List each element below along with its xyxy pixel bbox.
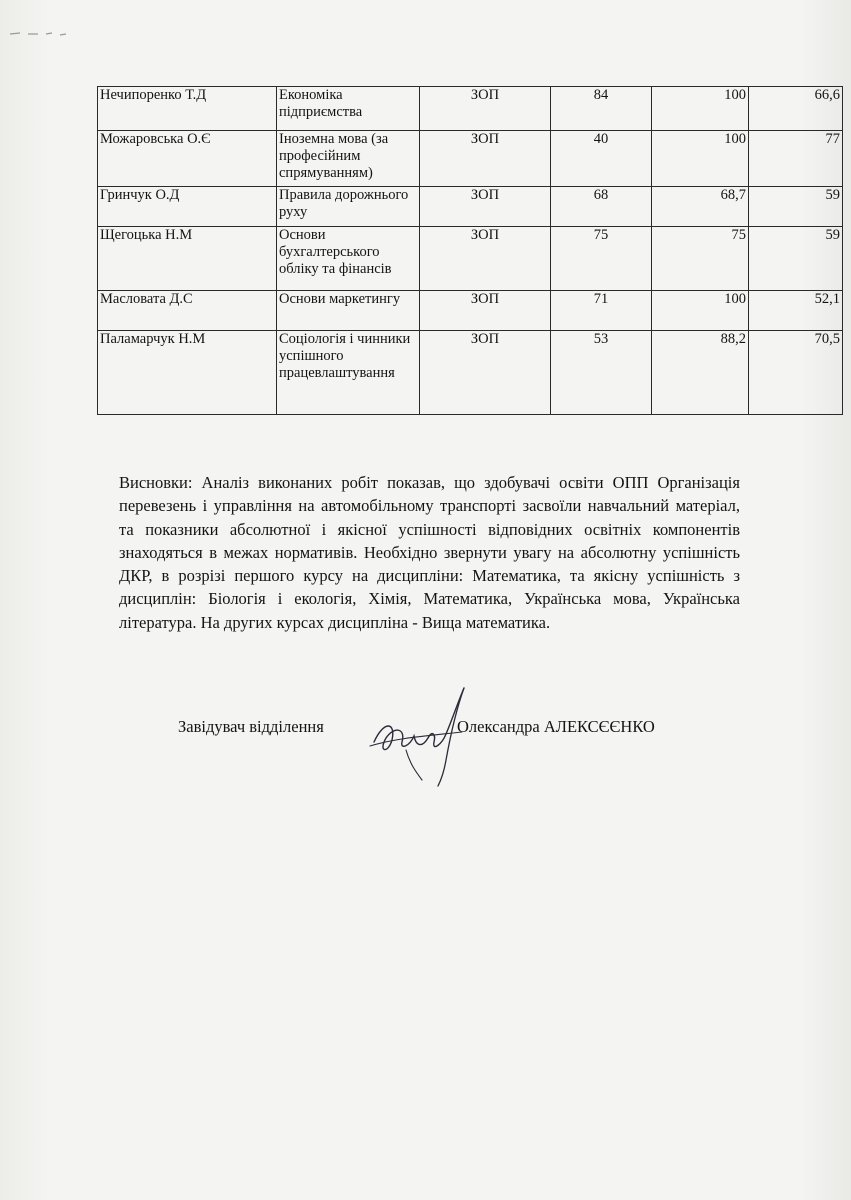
student-name-cell: Нечипоренко Т.Д <box>98 87 277 131</box>
value-2-cell: 88,2 <box>652 331 749 415</box>
value-3-cell: 59 <box>749 187 843 227</box>
signer-title: Завідувач відділення <box>178 717 324 736</box>
value-1-cell: 68 <box>551 187 652 227</box>
results-table <box>97 86 843 415</box>
table-row <box>98 187 843 227</box>
scan-artifact-mark <box>8 28 68 38</box>
value-1-cell: 71 <box>551 291 652 331</box>
subject-cell: Основи бухгалтерського обліку та фінансів <box>277 227 420 291</box>
assessment-form-cell: ЗОП <box>420 227 551 291</box>
value-3-cell: 77 <box>749 131 843 187</box>
value-1-cell: 40 <box>551 131 652 187</box>
handwritten-signature <box>366 680 476 790</box>
value-3-cell: 59 <box>749 227 843 291</box>
subject-cell: Соціологія і чинники успішного працевлаштування <box>277 331 420 415</box>
value-1-cell: 75 <box>551 227 652 291</box>
value-2-cell: 100 <box>652 131 749 187</box>
assessment-form-cell: ЗОП <box>420 291 551 331</box>
subject-cell: Економіка підприємства <box>277 87 420 131</box>
assessment-form-cell: ЗОП <box>420 331 551 415</box>
signer-name: Олександра АЛЕКСЄЄНКО <box>457 717 655 736</box>
value-1-cell: 84 <box>551 87 652 131</box>
value-1-cell: 53 <box>551 331 652 415</box>
table-row <box>98 131 843 187</box>
value-3-cell: 66,6 <box>749 87 843 131</box>
value-3-cell: 52,1 <box>749 291 843 331</box>
value-3-cell: 70,5 <box>749 331 843 415</box>
value-2-cell: 68,7 <box>652 187 749 227</box>
table-row <box>98 331 843 415</box>
assessment-form-cell: ЗОП <box>420 131 551 187</box>
value-2-cell: 75 <box>652 227 749 291</box>
value-2-cell: 100 <box>652 87 749 131</box>
table-row <box>98 291 843 331</box>
assessment-form-cell: ЗОП <box>420 187 551 227</box>
student-name-cell: Гринчук О.Д <box>98 187 277 227</box>
student-name-cell: Паламарчук Н.М <box>98 331 277 415</box>
student-name-cell: Щегоцька Н.М <box>98 227 277 291</box>
table-row <box>98 87 843 131</box>
student-name-cell: Масловата Д.С <box>98 291 277 331</box>
subject-cell: Правила дорожнього руху <box>277 187 420 227</box>
subject-cell: Іноземна мова (за професійним спрямуванням) <box>277 131 420 187</box>
results-table-body <box>98 87 843 415</box>
conclusion-paragraph: Висновки: Аналіз виконаних робіт показав, що здобувачі освіти ОПП Організація перевезень і управління на автомобільному транспорті засвоїли навчальний матеріал, та показники абсолютної і якісної успішності відповідних освітніх компонентів знаходяться в межах нормативів. Необхідно звернути увагу на абсолютну успішність ДКР, в розрізі першого курсу на дисципліни: Математика, та якісну успішність з дисциплін: Біологія і екологія, Хімія, Математика, Українська мова, Українська література. На других курсах дисципліна - Вища математика. <box>119 473 740 632</box>
subject-cell: Основи маркетингу <box>277 291 420 331</box>
assessment-form-cell: ЗОП <box>420 87 551 131</box>
student-name-cell: Можаровська О.Є <box>98 131 277 187</box>
value-2-cell: 100 <box>652 291 749 331</box>
table-row <box>98 227 843 291</box>
